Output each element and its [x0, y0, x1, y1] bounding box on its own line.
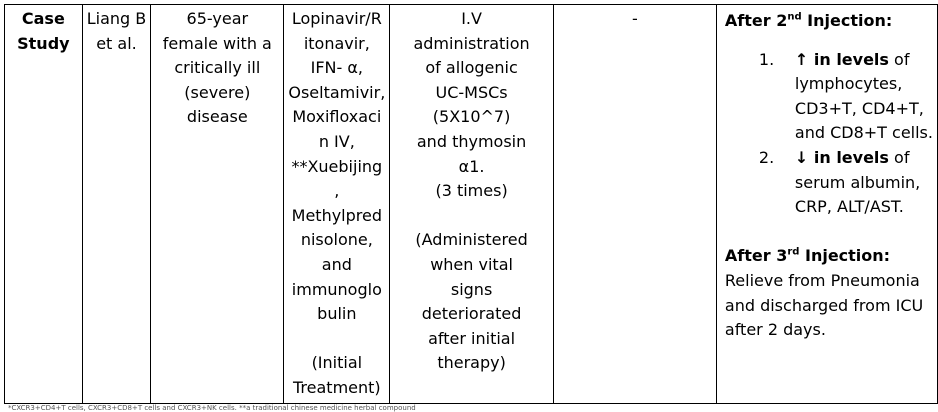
- list-line: and CD8+T cells.: [794, 123, 933, 143]
- list-line: CD3+T, CD4+T,: [794, 98, 924, 118]
- treatment-line: Moxifloxaci: [292, 107, 382, 127]
- treatment-line: [288, 327, 385, 352]
- treatment-line: ,: [334, 181, 340, 201]
- first-injection-heading: After 2nd Injection:: [724, 11, 893, 30]
- intervention-line: [394, 204, 549, 229]
- intervention-line: signs: [450, 279, 493, 299]
- author-line: Liang B: [86, 9, 147, 28]
- list-line: CRP, ALT/AST.: [794, 197, 904, 217]
- outcome-line: after 2 days.: [724, 320, 826, 340]
- treatment-line: and: [321, 254, 352, 274]
- outcome-line: Relieve from Pneumonia: [724, 270, 920, 290]
- treatment-line: **Xuebijing: [291, 156, 383, 176]
- intervention-line: deteriorated: [421, 304, 522, 324]
- other-value: -: [631, 9, 638, 28]
- study-design-line: Case: [21, 9, 65, 28]
- list-text: of: [888, 147, 910, 167]
- list-text: of: [888, 49, 910, 69]
- intervention-line: when vital: [430, 254, 513, 274]
- list-item: [725, 146, 933, 220]
- treatment-line: n IV,: [318, 131, 355, 151]
- patient-line: (severe): [184, 82, 251, 102]
- intervention-line: after initial: [428, 328, 516, 348]
- treatment-line: Lopinavir/R: [291, 9, 382, 28]
- intervention-line: of allogenic: [425, 58, 518, 78]
- footnote: *CXCR3+CD4+T cells, CXCR3+CD8+T cells and CXCR3+NK cells. **a traditional chinese medicine herbal compound: [8, 404, 416, 412]
- patient-line: female with a: [162, 33, 272, 53]
- list-line: serum albumin,: [794, 172, 921, 192]
- intervention-line: I.V: [461, 9, 482, 28]
- intervention-line: and thymosin: [416, 131, 527, 151]
- intervention-cell: [390, 5, 554, 404]
- intervention-line: (3 times): [435, 181, 508, 201]
- list-number: 2.: [758, 147, 775, 167]
- patient-cell: [151, 5, 284, 404]
- treatment-line: Treatment): [293, 377, 381, 397]
- treatment-line: immunoglo: [291, 279, 382, 299]
- list-bold-text: in levels: [808, 49, 889, 69]
- intervention-line: therapy): [437, 353, 506, 373]
- intervention-line: (5X10^7): [432, 107, 511, 127]
- treatment-cell: [284, 5, 390, 404]
- study-design-cell: [5, 5, 83, 404]
- patient-line: critically ill: [174, 58, 261, 78]
- table-row: [5, 5, 938, 404]
- treatment-line: Methylpred: [291, 205, 382, 225]
- intervention-line: (Administered: [415, 230, 528, 250]
- treatment-line: bulin: [317, 304, 357, 324]
- intervention-line: α1.: [458, 156, 485, 176]
- list-line: lymphocytes,: [794, 74, 903, 94]
- author-line: et al.: [96, 33, 137, 53]
- arrow-up-icon: ↑: [794, 49, 809, 69]
- treatment-line: nisolone,: [300, 230, 373, 250]
- treatment-line: IFN- α,: [310, 58, 364, 78]
- result-cell: [716, 5, 937, 404]
- patient-line: disease: [186, 107, 248, 127]
- list-number: 1.: [758, 49, 775, 69]
- study-table: [4, 4, 938, 404]
- other-cell: [553, 5, 716, 404]
- result-list: [725, 48, 933, 220]
- outcome-line: and discharged from ICU: [724, 295, 924, 315]
- author-cell: [82, 5, 151, 404]
- second-injection-heading: After 3rd Injection:: [724, 246, 891, 266]
- intervention-line: UC-MSCs: [435, 82, 508, 102]
- patient-line: 65-year: [186, 9, 249, 28]
- list-bold-text: in levels: [808, 147, 889, 167]
- treatment-line: itonavir,: [303, 33, 370, 53]
- treatment-line: (Initial: [311, 353, 363, 373]
- study-design-line: Study: [17, 33, 70, 53]
- treatment-line: Oseltamivir,: [288, 82, 386, 102]
- arrow-down-icon: ↓: [794, 147, 809, 167]
- list-item: [725, 48, 933, 146]
- intervention-line: administration: [413, 33, 530, 53]
